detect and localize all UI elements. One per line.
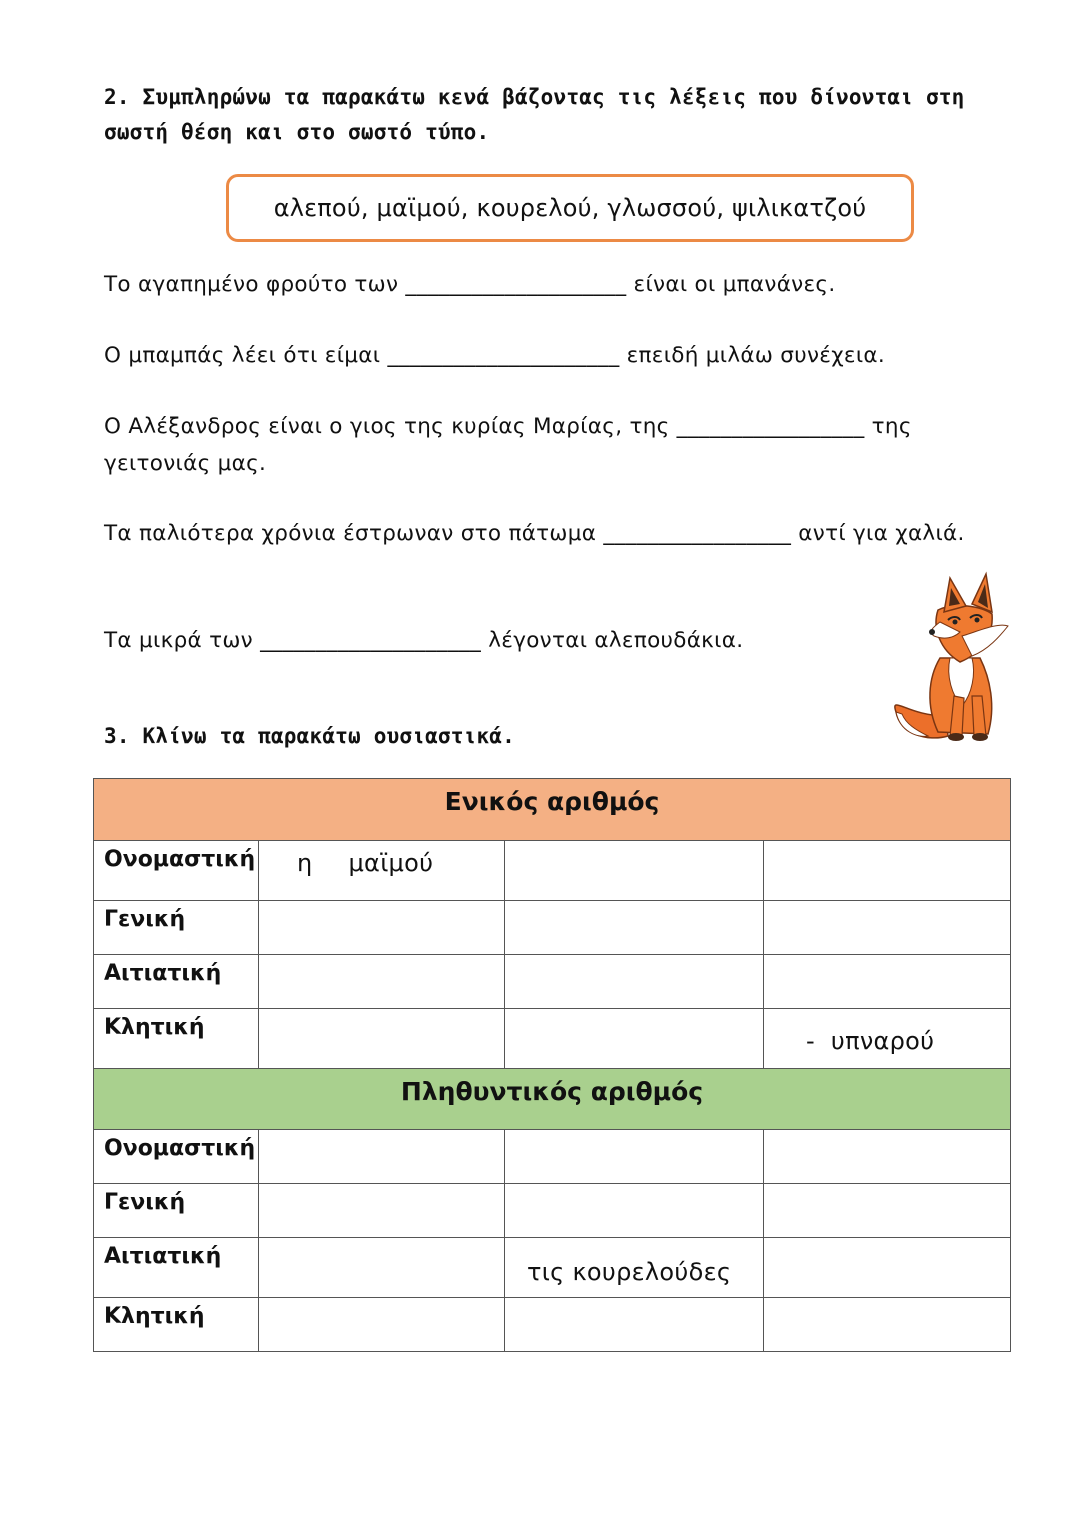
table-row (94, 1238, 1011, 1298)
declension-table (93, 778, 1011, 1352)
case-label: Ονομαστική (94, 841, 259, 901)
case-label: Αιτιατική (94, 1238, 259, 1298)
table-row (94, 1298, 1011, 1352)
answer-cell[interactable] (505, 841, 764, 901)
exercise-2-title: 2. Συμπληρώνω τα παρακάτω κενά βάζοντας τις λέξεις που δίνονται στη σωστή θέση και στο σωστό τύπο. (104, 85, 965, 144)
table-row (94, 1184, 1011, 1238)
table-row (94, 1009, 1011, 1069)
answer-cell[interactable] (259, 1298, 505, 1352)
sentence-1: Το αγαπημένο φρούτο των ____________________ είναι οι μπανάνες. (104, 272, 836, 297)
answer-cell[interactable] (764, 1130, 1011, 1184)
sentence-3: Ο Αλέξανδρος είναι ο γιος της κυρίας Μαρίας, της _________________ της γειτονιάς μας. (104, 414, 919, 476)
answer-cell[interactable] (505, 1009, 764, 1069)
answer-cell[interactable] (505, 901, 764, 955)
case-label: Κλητική (94, 1009, 259, 1069)
answer-cell[interactable] (764, 955, 1011, 1009)
singular-header-row (94, 779, 1011, 841)
sentence-2: Ο μπαμπάς λέει ότι είμαι _____________________ επειδή μιλάω συνέχεια. (104, 343, 886, 368)
case-label: Γενική (94, 901, 259, 955)
table-row (94, 1130, 1011, 1184)
answer-cell[interactable] (764, 841, 1011, 901)
table-row (94, 841, 1011, 901)
answer-cell[interactable] (764, 1184, 1011, 1238)
answer-cell[interactable] (764, 1238, 1011, 1298)
answer-cell[interactable] (505, 1298, 764, 1352)
table-row (94, 955, 1011, 1009)
case-label: Κλητική (94, 1298, 259, 1352)
answer-cell[interactable] (259, 1238, 505, 1298)
answer-cell[interactable] (259, 955, 505, 1009)
answer-cell[interactable] (259, 1009, 505, 1069)
answer-cell[interactable] (259, 901, 505, 955)
exercise-3-title: 3. Κλίνω τα παρακάτω ουσιαστικά. (104, 724, 515, 748)
case-label: Γενική (94, 1184, 259, 1238)
answer-cell[interactable] (764, 1298, 1011, 1352)
answer-cell[interactable]: η μαϊμού (259, 841, 505, 901)
answer-cell[interactable] (505, 1130, 764, 1184)
plural-header-row (94, 1069, 1011, 1130)
answer-cell[interactable] (505, 1184, 764, 1238)
table-row (94, 901, 1011, 955)
sentence-5: Τα μικρά των ____________________ λέγονται αλεπουδάκια. (104, 628, 744, 653)
plural-header (94, 1069, 1011, 1130)
answer-cell[interactable]: τις κουρελούδες (505, 1238, 764, 1298)
answer-cell[interactable] (764, 901, 1011, 955)
case-label: Αιτιατική (94, 955, 259, 1009)
plural-header-label: Πληθυντικός αριθμός (400, 1077, 704, 1106)
case-label: Ονομαστική (94, 1130, 259, 1184)
word-bank-box: αλεπού, μαϊμού, κουρελού, γλωσσού, ψιλικατζού (226, 174, 914, 242)
singular-header (94, 779, 1011, 841)
singular-header-label: Ενικός αριθμός (444, 787, 660, 816)
answer-cell[interactable] (505, 955, 764, 1009)
answer-cell[interactable]: - υπναρού (764, 1009, 1011, 1069)
answer-cell[interactable] (259, 1130, 505, 1184)
answer-cell[interactable] (259, 1184, 505, 1238)
sentence-4: Τα παλιότερα χρόνια έστρωναν στο πάτωμα _________________ αντί για χαλιά. (104, 521, 965, 546)
fox-illustration (888, 566, 1014, 746)
